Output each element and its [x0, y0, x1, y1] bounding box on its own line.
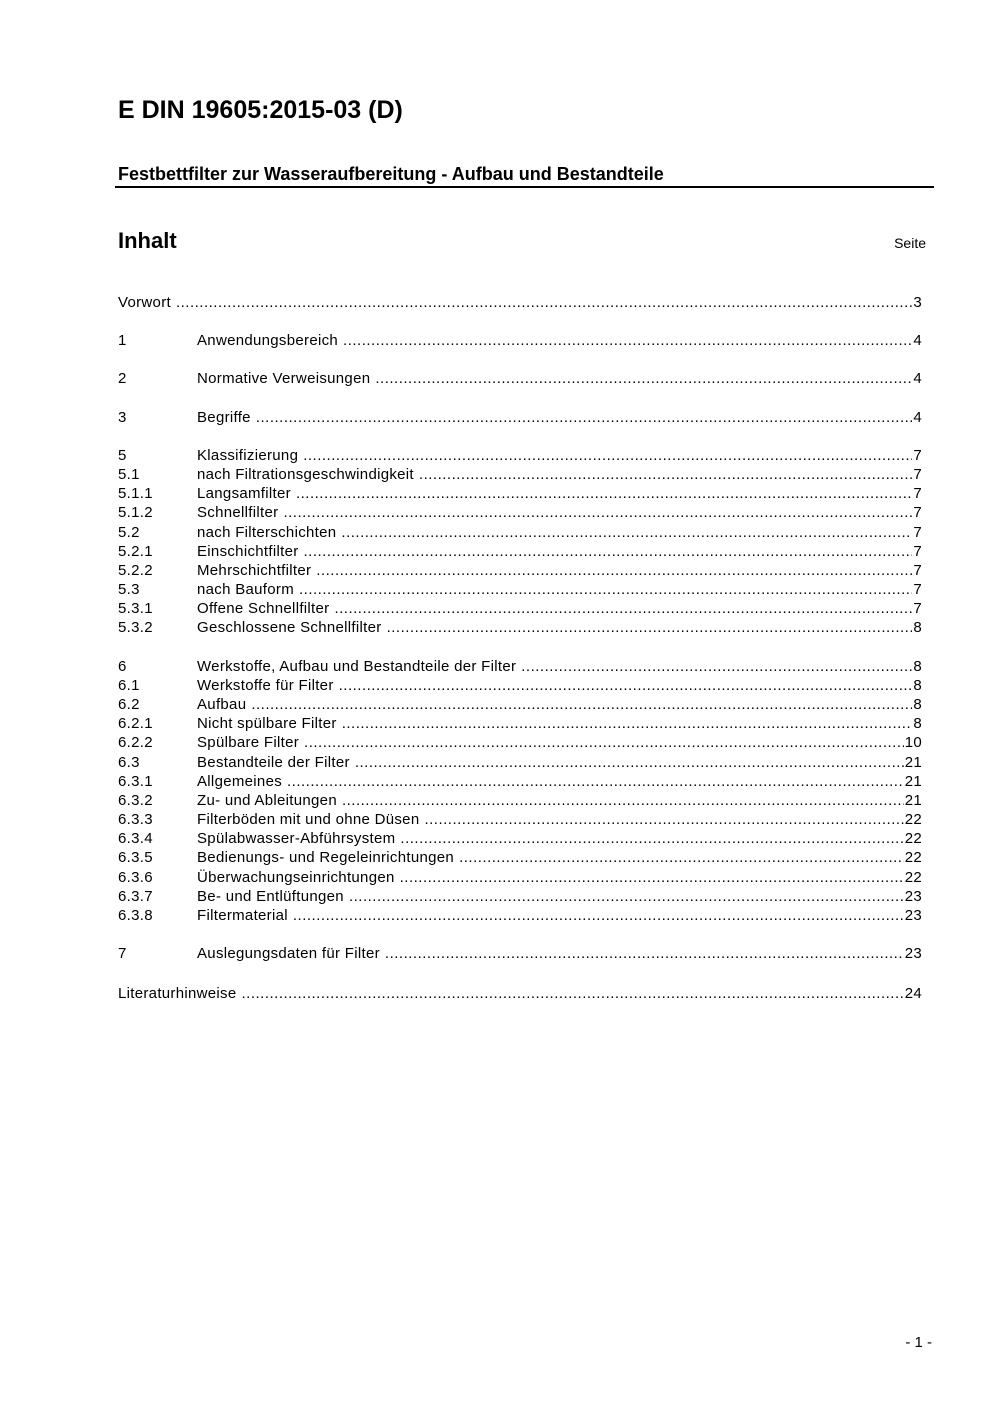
toc-entry-number: 5.1 — [118, 466, 140, 483]
toc-entry[interactable] — [118, 503, 922, 522]
toc-entry[interactable] — [118, 446, 922, 465]
toc-entry-label: Allgemeines — [197, 773, 283, 790]
toc-dot-leader — [293, 906, 904, 925]
toc-entry-page: 22 — [904, 849, 922, 866]
toc-dot-leader — [387, 618, 913, 637]
toc-entry-page: 7 — [913, 485, 922, 502]
toc-entry[interactable] — [118, 523, 922, 542]
toc-entry-label: Schnellfilter — [197, 504, 279, 521]
toc-entry-number: 5.3.1 — [118, 600, 153, 617]
toc-entry-number: 1 — [118, 332, 127, 349]
toc-entry-number: 3 — [118, 409, 127, 426]
toc-entry-page: 23 — [904, 888, 922, 905]
toc-entry-label: Be- und Entlüftungen — [197, 888, 344, 905]
toc-entry-number: 6.3.2 — [118, 792, 153, 809]
toc-entry-page: 21 — [904, 792, 922, 809]
toc-dot-leader — [242, 984, 904, 1003]
toc-entry[interactable] — [118, 618, 922, 637]
toc-entry-label: Offene Schnellfilter — [197, 600, 330, 617]
toc-entry-page: 10 — [904, 734, 922, 751]
toc-entry-page: 8 — [913, 658, 922, 675]
toc-entry-number: 6.2.1 — [118, 715, 153, 732]
toc-entry-number: 6.3.6 — [118, 869, 153, 886]
toc-entry[interactable] — [118, 944, 922, 963]
toc-entry-label: Anwendungsbereich — [197, 332, 339, 349]
toc-entry[interactable] — [118, 887, 922, 906]
toc-entry[interactable] — [118, 484, 922, 503]
toc-dot-leader — [342, 714, 913, 733]
toc-dot-leader — [304, 542, 913, 561]
toc-dot-leader — [349, 887, 904, 906]
toc-entry-page: 23 — [904, 945, 922, 962]
toc-entry-page: 4 — [913, 332, 922, 349]
toc-dot-leader — [316, 561, 912, 580]
toc-heading: Inhalt — [118, 228, 177, 253]
toc-entry-label: Auslegungsdaten für Filter — [197, 945, 380, 962]
toc-entry[interactable] — [118, 848, 922, 867]
toc-entry-label: Geschlossene Schnellfilter — [197, 619, 382, 636]
toc-entry-label: Klassifizierung — [197, 447, 299, 464]
toc-entry-page: 3 — [913, 294, 922, 311]
toc-dot-leader — [334, 599, 912, 618]
toc-entry-number: 6.1 — [118, 677, 140, 694]
toc-dot-leader — [355, 753, 904, 772]
toc-entry-label: Aufbau — [197, 696, 247, 713]
toc-entry-number: 6.2.2 — [118, 734, 153, 751]
toc-dot-leader — [176, 293, 912, 312]
toc-entry[interactable] — [118, 868, 922, 887]
toc-entry-label: Mehrschichtfilter — [197, 562, 312, 579]
toc-entry-number: 6.3.7 — [118, 888, 153, 905]
toc-entry-label: Überwachungseinrichtungen — [197, 869, 395, 886]
toc-entry[interactable] — [118, 676, 922, 695]
toc-entry-number: 5.2.1 — [118, 543, 153, 560]
toc-dot-leader — [287, 772, 904, 791]
toc-entry[interactable] — [118, 599, 922, 618]
toc-entry-number: 5.2.2 — [118, 562, 153, 579]
toc-entry-number: 6.3 — [118, 754, 140, 771]
toc-entry-label: Begriffe — [197, 409, 251, 426]
toc-entry-page: 8 — [913, 677, 922, 694]
toc-entry-label: Bestandteile der Filter — [197, 754, 350, 771]
toc-entry-label: Filterböden mit und ohne Düsen — [197, 811, 420, 828]
toc-entry[interactable] — [118, 695, 922, 714]
toc-entry-literaturhinweise[interactable] — [118, 984, 922, 1003]
toc-dot-leader — [343, 331, 912, 350]
toc-entry-number: 5.3.2 — [118, 619, 153, 636]
toc-entry[interactable] — [118, 408, 922, 427]
toc-entry[interactable] — [118, 561, 922, 580]
toc-entry[interactable] — [118, 829, 922, 848]
document-id: E DIN 19605:2015-03 (D) — [118, 96, 403, 124]
toc-entry-number: 5.3 — [118, 581, 140, 598]
toc-entry[interactable] — [118, 580, 922, 599]
toc-entry-label: Spülbare Filter — [197, 734, 300, 751]
toc-dot-leader — [304, 733, 904, 752]
toc-entry-number: 6.3.1 — [118, 773, 153, 790]
toc-entry-label: Filtermaterial — [197, 907, 288, 924]
toc-entry-label: Spülabwasser-Abführsystem — [197, 830, 396, 847]
toc-entry-page: 22 — [904, 830, 922, 847]
toc-dot-leader — [251, 695, 912, 714]
toc-entry-page: 7 — [913, 581, 922, 598]
toc-dot-leader — [424, 810, 903, 829]
toc-dot-leader — [342, 791, 904, 810]
toc-dot-leader — [299, 580, 912, 599]
toc-entry-number: 6 — [118, 658, 127, 675]
toc-entry-label: Werkstoffe, Aufbau und Bestandteile der Filter — [197, 658, 517, 675]
toc-dot-leader — [339, 676, 913, 695]
toc-entry[interactable] — [118, 542, 922, 561]
toc-entry-label: Normative Verweisungen — [197, 370, 371, 387]
toc-entry[interactable] — [118, 714, 922, 733]
toc-entry-label: Langsamfilter — [197, 485, 291, 502]
toc-dot-leader — [385, 944, 904, 963]
toc-dot-leader — [375, 369, 912, 388]
toc-dot-leader — [296, 484, 912, 503]
toc-entry-page: 8 — [913, 619, 922, 636]
toc-dot-leader — [419, 465, 912, 484]
toc-entry[interactable] — [118, 810, 922, 829]
toc-entry-label: nach Filtrationsgeschwindigkeit — [197, 466, 414, 483]
toc-entry-page: 21 — [904, 754, 922, 771]
toc-entry-page: 4 — [913, 409, 922, 426]
toc-entry[interactable] — [118, 733, 922, 752]
toc-dot-leader — [459, 848, 904, 867]
toc-entry-label: Literaturhinweise — [118, 985, 237, 1002]
page-number: - 1 - — [905, 1334, 932, 1351]
toc-dot-leader — [256, 408, 913, 427]
title-underline — [115, 186, 934, 188]
toc-entry-page: 7 — [913, 562, 922, 579]
toc-entry-page: 22 — [904, 811, 922, 828]
toc-entry-label: Vorwort — [118, 294, 171, 311]
toc-entry-page: 7 — [913, 466, 922, 483]
toc-entry-page: 22 — [904, 869, 922, 886]
toc-entry[interactable] — [118, 753, 922, 772]
toc-entry-page: 23 — [904, 907, 922, 924]
toc-page-column-label: Seite — [894, 235, 926, 251]
toc-entry-page: 7 — [913, 600, 922, 617]
toc-entry-label: Zu- und Ableitungen — [197, 792, 337, 809]
toc-entry-page: 7 — [913, 543, 922, 560]
toc-entry-page: 4 — [913, 370, 922, 387]
toc-dot-leader — [341, 523, 912, 542]
toc-entry[interactable] — [118, 331, 922, 350]
toc-entry-label: Nicht spülbare Filter — [197, 715, 337, 732]
document-title: Festbettfilter zur Wasseraufbereitung - Aufbau und Bestandteile — [118, 164, 664, 184]
toc-entry-page: 7 — [913, 447, 922, 464]
toc-entry-page: 24 — [904, 985, 922, 1002]
toc-entry-number: 5 — [118, 447, 127, 464]
toc-entry-label: Werkstoffe für Filter — [197, 677, 334, 694]
toc-dot-leader — [303, 446, 912, 465]
toc-dot-leader — [400, 868, 904, 887]
toc-entry-number: 6.3.8 — [118, 907, 153, 924]
toc-entry-page: 8 — [913, 715, 922, 732]
toc-entry-vorwort[interactable] — [118, 293, 922, 312]
toc-dot-leader — [400, 829, 903, 848]
toc-entry[interactable] — [118, 791, 922, 810]
toc-entry-number: 5.1.2 — [118, 504, 153, 521]
toc-entry-label: nach Filterschichten — [197, 524, 337, 541]
toc-entry-label: nach Bauform — [197, 581, 294, 598]
toc-entry-page: 21 — [904, 773, 922, 790]
toc-entry[interactable] — [118, 906, 922, 925]
toc-entry-number: 7 — [118, 945, 127, 962]
toc-entry-page: 8 — [913, 696, 922, 713]
toc-entry-number: 2 — [118, 370, 127, 387]
toc-entry-label: Bedienungs- und Regeleinrichtungen — [197, 849, 455, 866]
toc-entry-number: 5.1.1 — [118, 485, 153, 502]
toc-entry-number: 6.3.3 — [118, 811, 153, 828]
toc-entry-page: 7 — [913, 524, 922, 541]
toc-entry[interactable] — [118, 772, 922, 791]
toc-dot-leader — [283, 503, 912, 522]
toc-entry-page: 7 — [913, 504, 922, 521]
toc-dot-leader — [521, 657, 912, 676]
toc-entry-number: 6.3.4 — [118, 830, 153, 847]
toc-entry-label: Einschichtfilter — [197, 543, 299, 560]
toc-entry-number: 6.2 — [118, 696, 140, 713]
toc-entry-number: 6.3.5 — [118, 849, 153, 866]
toc-entry[interactable] — [118, 465, 922, 484]
toc-entry[interactable] — [118, 369, 922, 388]
toc-entry-number: 5.2 — [118, 524, 140, 541]
toc-entry[interactable] — [118, 657, 922, 676]
